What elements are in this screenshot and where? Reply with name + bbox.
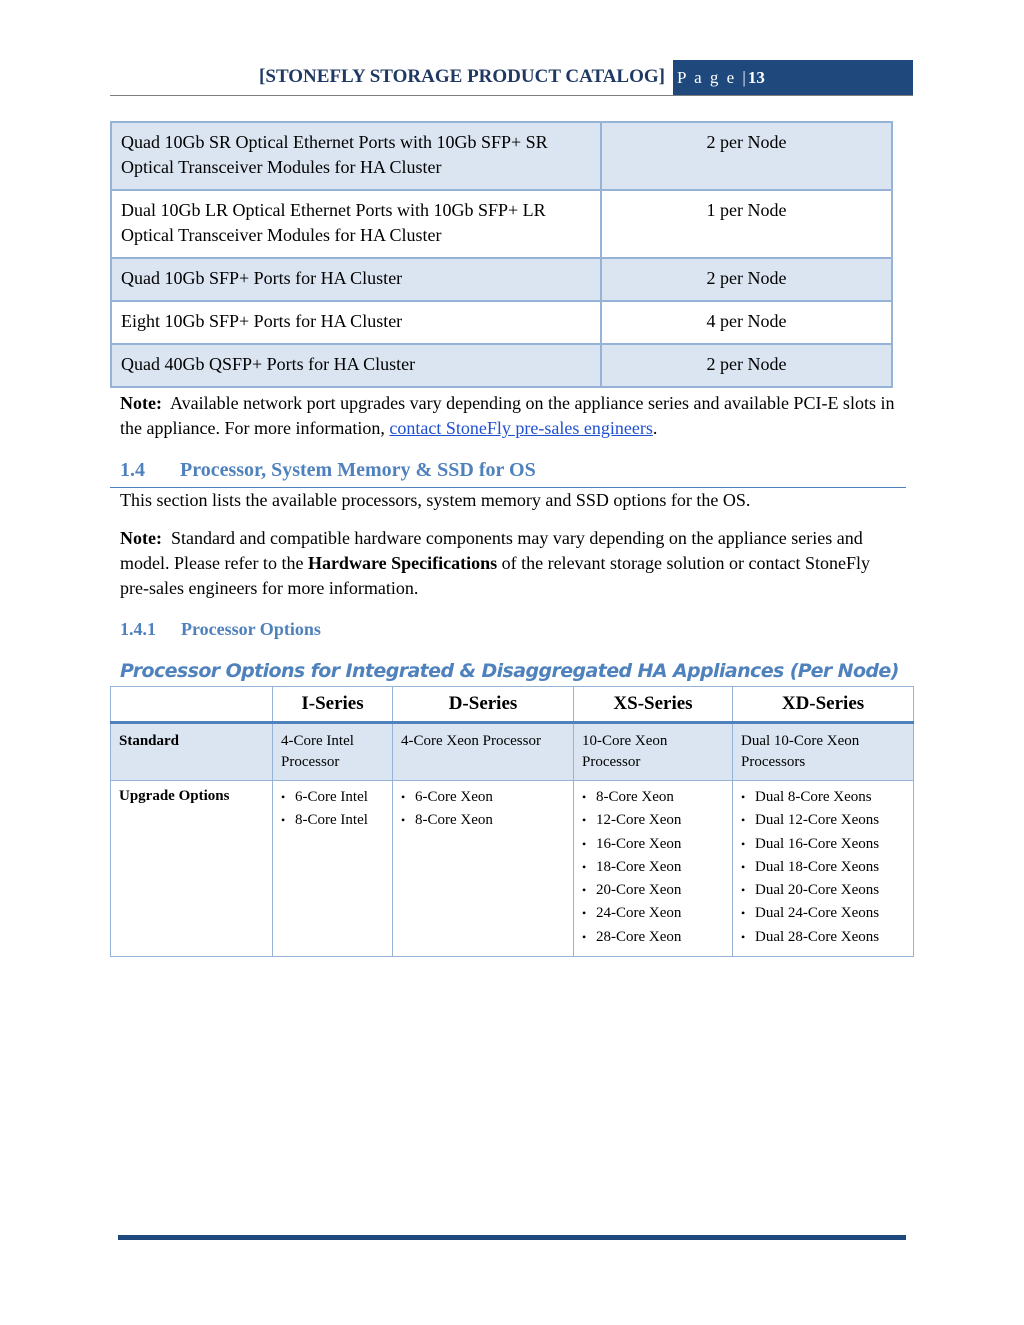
list-item: • 8-Core Xeon <box>582 786 724 809</box>
header-xd-series: XD-Series <box>733 687 914 723</box>
port-item: Eight 10Gb SFP+ Ports for HA Cluster <box>111 301 601 344</box>
table-row <box>111 301 892 344</box>
processor-options-table <box>110 686 914 957</box>
upgrade-list <box>741 786 905 949</box>
note-label: Note: <box>120 528 162 548</box>
list-item: • 6-Core Xeon <box>401 786 565 809</box>
note-label: Note: <box>120 393 162 413</box>
port-qty: 1 per Node <box>601 190 892 258</box>
note-text: of the relevant storage solution or contact StoneFly pre-sales engineers for more information. <box>120 553 871 598</box>
port-qty: 2 per Node <box>601 344 892 387</box>
presales-link[interactable]: contact StoneFly pre-sales engineers <box>389 418 653 438</box>
table-row <box>111 258 892 301</box>
list-item: • Dual 24-Core Xeons <box>741 902 905 925</box>
list-item: • Dual 18-Core Xeons <box>741 856 905 879</box>
list-item: • Dual 12-Core Xeons <box>741 809 905 832</box>
list-item: • Dual 16-Core Xeons <box>741 833 905 856</box>
subsection-title: Processor Options <box>181 619 321 639</box>
upgrade-xs-series <box>574 781 733 957</box>
catalog-title: [STONEFLY STORAGE PRODUCT CATALOG] <box>259 66 665 87</box>
section-heading <box>120 459 536 482</box>
upgrade-list <box>401 786 565 833</box>
upgrade-list <box>281 786 384 833</box>
upgrade-label: Upgrade Options <box>111 781 273 957</box>
standard-i-series: 4-Core Intel Processor <box>273 723 393 781</box>
page-separator: | <box>742 68 748 87</box>
page-number-box <box>673 60 913 95</box>
footer-rule <box>118 1235 906 1240</box>
subsection-heading <box>120 619 321 640</box>
port-item: Quad 10Gb SR Optical Ethernet Ports with 10Gb SFP+ SR Optical Transceiver Modules for HA Cluster <box>111 122 601 190</box>
standard-d-series: 4-Core Xeon Processor <box>393 723 574 781</box>
table-row <box>111 190 892 258</box>
port-item: Dual 10Gb LR Optical Ethernet Ports with 10Gb SFP+ LR Optical Transceiver Modules for HA Cluster <box>111 190 601 258</box>
network-note <box>120 391 900 441</box>
header-i-series: I-Series <box>273 687 393 723</box>
port-qty: 2 per Node <box>601 122 892 190</box>
table-row <box>111 344 892 387</box>
hardware-note <box>120 526 900 601</box>
header-d-series: D-Series <box>393 687 574 723</box>
note-end: . <box>652 418 658 438</box>
upgrade-list <box>582 786 724 949</box>
list-item: • 24-Core Xeon <box>582 902 724 925</box>
port-qty: 2 per Node <box>601 258 892 301</box>
header-xs-series: XS-Series <box>574 687 733 723</box>
standard-xs-series: 10-Core Xeon Processor <box>574 723 733 781</box>
table-row <box>111 122 892 190</box>
list-item: • Dual 28-Core Xeons <box>741 926 905 949</box>
list-item: • 8-Core Xeon <box>401 809 565 832</box>
list-item: • Dual 8-Core Xeons <box>741 786 905 809</box>
upgrade-d-series <box>393 781 574 957</box>
port-qty: 4 per Node <box>601 301 892 344</box>
list-item: • 28-Core Xeon <box>582 926 724 949</box>
note-text: Standard and compatible hardware components may vary depending on the appliance series and model. Please refer to the <box>120 528 863 573</box>
list-item: • 8-Core Intel <box>281 809 384 832</box>
port-item: Quad 10Gb SFP+ Ports for HA Cluster <box>111 258 601 301</box>
table-row <box>111 781 914 957</box>
port-item: Quad 40Gb QSFP+ Ports for HA Cluster <box>111 344 601 387</box>
list-item: • 16-Core Xeon <box>582 833 724 856</box>
section-title: Processor, System Memory & SSD for OS <box>180 459 536 481</box>
header-rule <box>110 95 913 96</box>
standard-label: Standard <box>111 723 273 781</box>
subsection-number: 1.4.1 <box>120 619 156 639</box>
upgrade-xd-series <box>733 781 914 957</box>
port-upgrade-table <box>110 121 893 388</box>
hardware-specs-bold: Hardware Specifications <box>307 553 498 573</box>
header-empty <box>111 687 273 723</box>
page-label: P a g e <box>677 68 737 87</box>
standard-xd-series: Dual 10-Core Xeon Processors <box>733 723 914 781</box>
table-caption: Processor Options for Integrated & Disaggregated HA Appliances (Per Node) <box>120 660 899 682</box>
list-item: • Dual 20-Core Xeons <box>741 879 905 902</box>
upgrade-i-series <box>273 781 393 957</box>
section-number: 1.4 <box>120 459 145 481</box>
page-number: 13 <box>747 68 765 87</box>
list-item: • 12-Core Xeon <box>582 809 724 832</box>
list-item: • 18-Core Xeon <box>582 856 724 879</box>
list-item: • 20-Core Xeon <box>582 879 724 902</box>
table-header-row <box>111 687 914 723</box>
note-text: Available network port upgrades vary depending on the appliance series and available PCI-E slots in the appliance. For more information, <box>120 393 895 438</box>
section-intro: This section lists the available processors, system memory and SSD options for the OS. <box>120 490 751 510</box>
list-item: • 6-Core Intel <box>281 786 384 809</box>
table-row <box>111 723 914 781</box>
